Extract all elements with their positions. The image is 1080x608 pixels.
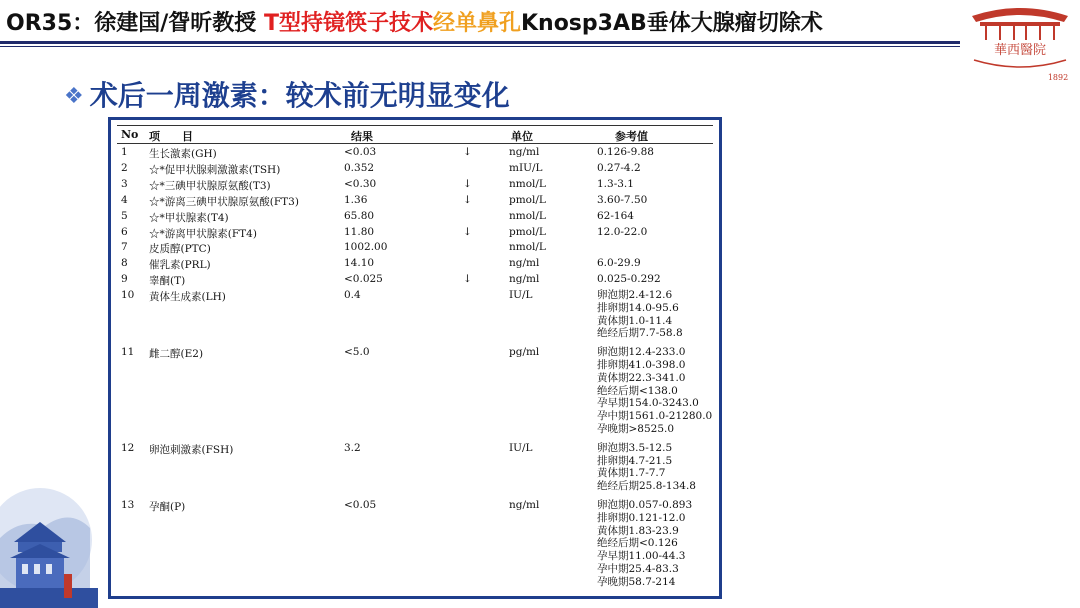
reference-line: 1.3-3.1 <box>597 177 634 190</box>
reference-line: 黄体期22.3-341.0 <box>597 371 686 384</box>
reference-line: 排卵期14.0-95.6 <box>597 301 679 314</box>
row-flag: ↓ <box>463 193 472 206</box>
row-reference <box>597 499 692 589</box>
row-result: 65.80 <box>344 209 375 222</box>
logo-text: 華西醫院 <box>993 43 1047 58</box>
table-top-rule <box>117 125 713 126</box>
reference-line: 黄体期1.7-7.7 <box>597 467 666 480</box>
row-item: ☆*三碘甲状腺原氨酸(T3) <box>149 179 271 192</box>
title-rule-thin <box>0 46 960 47</box>
row-reference <box>597 178 634 191</box>
reference-line: 6.0-29.9 <box>597 257 641 270</box>
row-unit: IU/L <box>509 441 533 454</box>
row-item: 雌二醇(E2) <box>149 348 204 361</box>
row-reference <box>597 289 683 340</box>
reference-line: 12.0-22.0 <box>597 225 648 238</box>
row-number: 2 <box>121 161 128 174</box>
row-result: 1002.00 <box>344 241 388 254</box>
row-result: 3.2 <box>344 441 361 454</box>
reference-line: 孕中期1561.0-21280.0 <box>597 410 713 423</box>
slide-title <box>6 6 823 37</box>
row-number: 13 <box>121 499 135 512</box>
title-rule-thick <box>0 41 960 44</box>
hospital-logo <box>966 2 1074 82</box>
row-number: 11 <box>121 346 135 359</box>
row-unit: nmol/L <box>509 209 546 222</box>
header-result: 结果 <box>351 130 373 143</box>
row-item: ☆*甲状腺素(T4) <box>149 211 229 224</box>
table-header-rule <box>117 143 713 144</box>
row-unit: ng/ml <box>509 146 540 158</box>
row-result: <0.30 <box>344 177 377 190</box>
reference-line: 排卵期0.121-12.0 <box>597 511 686 524</box>
row-result: <0.03 <box>344 146 377 158</box>
decorative-building-illustration <box>0 478 98 608</box>
row-number: 5 <box>121 209 128 222</box>
row-reference <box>597 226 647 239</box>
row-item: 皮质醇(PTC) <box>149 243 211 256</box>
row-result: <0.05 <box>344 499 377 512</box>
reference-line: 黄体期1.0-11.4 <box>597 314 673 327</box>
reference-line: 孕早期11.00-44.3 <box>597 550 686 563</box>
row-result: 14.10 <box>344 257 375 270</box>
row-item: 睾酮(T) <box>149 275 186 288</box>
row-number: 3 <box>121 177 128 190</box>
row-result: 0.352 <box>344 161 375 174</box>
reference-line: 卵泡期3.5-12.5 <box>597 441 673 454</box>
row-number: 8 <box>121 257 128 270</box>
row-flag: ↓ <box>463 273 472 286</box>
row-unit: nmol/L <box>509 241 546 254</box>
row-number: 10 <box>121 289 135 302</box>
title-highlight-red: T型持镜筷子技术 <box>263 11 433 36</box>
reference-line: 排卵期41.0-398.0 <box>597 359 686 372</box>
row-item: 孕酮(P) <box>149 501 186 514</box>
row-item: 催乳素(PRL) <box>149 259 211 272</box>
reference-line: 孕晚期>8525.0 <box>597 423 675 436</box>
reference-line: 黄体期1.83-23.9 <box>597 524 679 537</box>
title-highlight-orange: 经单鼻孔 <box>432 11 521 36</box>
row-reference <box>597 257 641 270</box>
row-item: ☆*游离三碘甲状腺原氨酸(FT3) <box>149 195 299 208</box>
row-reference <box>597 442 696 493</box>
header-no: No <box>121 128 139 141</box>
row-reference <box>597 210 634 223</box>
row-item: ☆*促甲状腺刺激激素(TSH) <box>149 163 281 176</box>
reference-line: 62-164 <box>597 209 634 222</box>
logo-year: 1892 <box>1047 73 1069 82</box>
reference-line: 卵泡期0.057-0.893 <box>597 499 693 512</box>
row-unit: pg/ml <box>509 346 540 359</box>
row-number: 12 <box>121 441 135 454</box>
reference-line: 0.025-0.292 <box>597 273 661 286</box>
reference-line: 绝经后期<138.0 <box>597 384 678 397</box>
reference-line: 卵泡期12.4-233.0 <box>597 346 686 359</box>
row-item: 卵泡刺激素(FSH) <box>149 443 234 456</box>
reference-line: 0.27-4.2 <box>597 161 641 174</box>
row-reference <box>597 346 712 436</box>
title-prefix: OR35：徐建国/眢昕教授 <box>6 11 264 36</box>
reference-line: 3.60-7.50 <box>597 193 648 206</box>
row-unit: ng/ml <box>509 273 540 286</box>
row-reference <box>597 162 641 175</box>
lab-results-table <box>108 117 722 599</box>
row-reference <box>597 273 661 286</box>
reference-line: 排卵期4.7-21.5 <box>597 454 673 467</box>
reference-line: 孕中期25.4-83.3 <box>597 563 679 576</box>
row-number: 9 <box>121 273 128 286</box>
section-heading <box>64 74 510 114</box>
row-unit: ng/ml <box>509 257 540 270</box>
row-reference <box>597 146 654 159</box>
row-result: <0.025 <box>344 273 383 286</box>
section-heading-text: 术后一周激素：较术前无明显变化 <box>89 79 510 112</box>
reference-line: 绝经后期25.8-134.8 <box>597 480 696 493</box>
reference-line: 孕早期154.0-3243.0 <box>597 397 699 410</box>
row-unit: pmol/L <box>509 225 546 238</box>
row-flag: ↓ <box>463 225 472 238</box>
row-result: <5.0 <box>344 346 370 359</box>
row-flag: ↓ <box>463 146 472 158</box>
row-item: 黄体生成素(LH) <box>149 291 226 304</box>
row-unit: ng/ml <box>509 499 540 512</box>
reference-line: 卵泡期2.4-12.6 <box>597 289 673 302</box>
row-number: 7 <box>121 241 128 254</box>
reference-line: 绝经后期<0.126 <box>597 537 678 550</box>
row-item: 生长激素(GH) <box>149 148 217 160</box>
row-number: 1 <box>121 146 128 158</box>
header-unit: 单位 <box>511 130 533 143</box>
header-reference: 参考值 <box>615 130 648 143</box>
reference-line: 0.126-9.88 <box>597 146 654 158</box>
row-unit: pmol/L <box>509 193 546 206</box>
reference-line: 孕晚期58.7-214 <box>597 575 676 588</box>
row-unit: mIU/L <box>509 161 543 174</box>
header-item: 项 目 <box>149 130 193 143</box>
row-number: 4 <box>121 193 128 206</box>
row-item: ☆*游离甲状腺素(FT4) <box>149 227 257 240</box>
row-number: 6 <box>121 225 128 238</box>
reference-line: 绝经后期7.7-58.8 <box>597 327 683 340</box>
row-flag: ↓ <box>463 177 472 190</box>
row-unit: nmol/L <box>509 177 546 190</box>
row-result: 11.80 <box>344 225 375 238</box>
row-reference <box>597 194 647 207</box>
title-suffix: Knosp3AB垂体大腺瘤切除术 <box>520 11 823 36</box>
row-result: 0.4 <box>344 289 361 302</box>
table-header <box>111 127 719 143</box>
row-unit: IU/L <box>509 289 533 302</box>
diamond-bullet-icon: ❖ <box>64 84 84 109</box>
row-result: 1.36 <box>344 193 368 206</box>
